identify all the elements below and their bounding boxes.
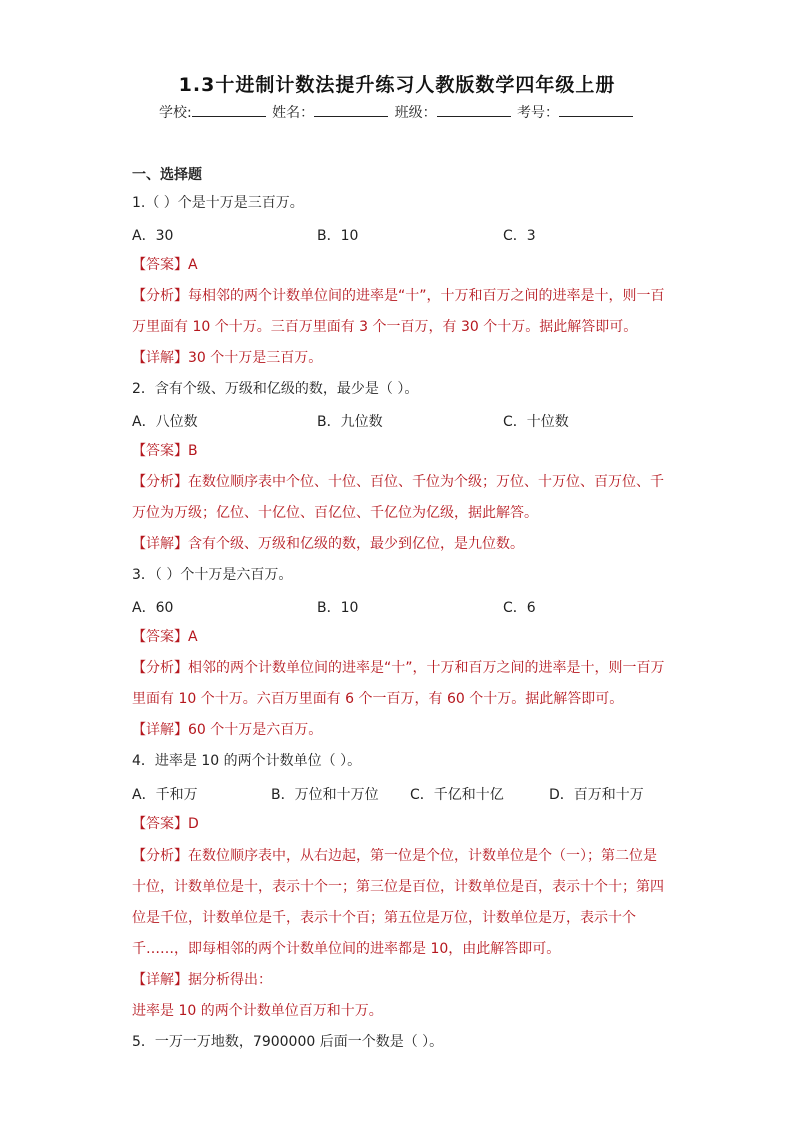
question-3-detail: 【详解】60 个十万是六百万。 — [132, 722, 323, 738]
question-4-option-b: B．万位和十万位 — [271, 787, 379, 803]
question-3-option-a: A．60 — [132, 600, 174, 616]
question-4-analysis-line-2: 十位，计数单位是十，表示十个一；第三位是百位，计数单位是百，表示十个十；第四 — [132, 879, 664, 895]
question-4-answer: 【答案】D — [132, 816, 199, 832]
exam-number-label: 考号： — [517, 105, 560, 121]
question-1-analysis-line-1: 【分析】每相邻的两个计数单位间的进率是“十”，十万和百万之间的进率是十，则一百 — [132, 288, 665, 304]
student-info-row — [0, 102, 794, 122]
question-3-option-c: C．6 — [503, 600, 536, 616]
school-label: 学校: — [158, 105, 192, 121]
question-3-answer: 【答案】A — [132, 629, 198, 645]
question-2-detail: 【详解】含有个级、万级和亿级的数，最少到亿位，是九位数。 — [132, 536, 524, 552]
school-blank — [192, 102, 266, 117]
question-4-stem: 4．进率是 10 的两个计数单位（ ）。 — [132, 753, 362, 769]
question-1-answer: 【答案】A — [132, 257, 198, 273]
question-4-option-d: D．百万和十万 — [549, 787, 644, 803]
question-4-detail-line-1: 【详解】据分析得出： — [132, 972, 272, 988]
question-2-stem: 2．含有个级、万级和亿级的数，最少是（ ）。 — [132, 381, 419, 397]
question-2-analysis-line-2: 万位为万级；亿位、十亿位、百亿位、千亿位为亿级，据此解答。 — [132, 505, 538, 521]
question-4-option-c: C．千亿和十亿 — [410, 787, 504, 803]
class-blank — [437, 102, 511, 117]
section-title: 一、选择题 — [132, 167, 202, 183]
question-4-analysis-line-3: 位是千位，计数单位是千，表示十个百；第五位是万位，计数单位是万，表示十个 — [132, 910, 636, 926]
page-title: 1.3十进制计数法提升练习人教版数学四年级上册 — [178, 74, 616, 96]
name-blank — [314, 102, 388, 117]
question-2-option-c: C．十位数 — [503, 414, 569, 430]
question-3-analysis-line-2: 里面有 10 个十万。六百万里面有 6 个一百万，有 60 个十万。据此解答即可。 — [132, 691, 624, 707]
name-label: 姓名： — [272, 105, 315, 121]
question-4-analysis-line-4: 千……，即每相邻的两个计数单位间的进率都是 10，由此解答即可。 — [132, 941, 561, 957]
question-1-stem: 1.（ ）个是十万是三百万。 — [132, 195, 304, 211]
question-2-answer: 【答案】B — [132, 443, 198, 459]
question-4-option-a: A．千和万 — [132, 787, 198, 803]
question-3-stem: 3．（ ）个十万是六百万。 — [132, 567, 293, 583]
question-2-analysis-line-1: 【分析】在数位顺序表中个位、十位、百位、千位为个级；万位、十万位、百万位、千 — [132, 474, 664, 490]
question-1-detail: 【详解】30 个十万是三百万。 — [132, 350, 323, 366]
exam-number-blank — [559, 102, 633, 117]
question-2-option-b: B．九位数 — [317, 414, 383, 430]
question-5-stem: 5．一万一万地数，7900000 后面一个数是（ ）。 — [132, 1034, 444, 1050]
question-1-option-a: A．30 — [132, 228, 174, 244]
question-3-analysis-line-1: 【分析】相邻的两个计数单位间的进率是“十”，十万和百万之间的进率是十，则一百万 — [132, 660, 665, 676]
question-4-analysis-line-1: 【分析】在数位顺序表中，从右边起，第一位是个位，计数单位是个（一）；第二位是 — [132, 848, 657, 864]
question-3-option-b: B．10 — [317, 600, 359, 616]
question-1-option-b: B．10 — [317, 228, 359, 244]
question-4-detail-line-2: 进率是 10 的两个计数单位百万和十万。 — [132, 1003, 383, 1019]
question-1-analysis-line-2: 万里面有 10 个十万。三百万里面有 3 个一百万，有 30 个十万。据此解答即可。 — [132, 319, 638, 335]
question-1-option-c: C．3 — [503, 228, 536, 244]
question-2-option-a: A．八位数 — [132, 414, 198, 430]
class-label: 班级： — [394, 105, 437, 121]
